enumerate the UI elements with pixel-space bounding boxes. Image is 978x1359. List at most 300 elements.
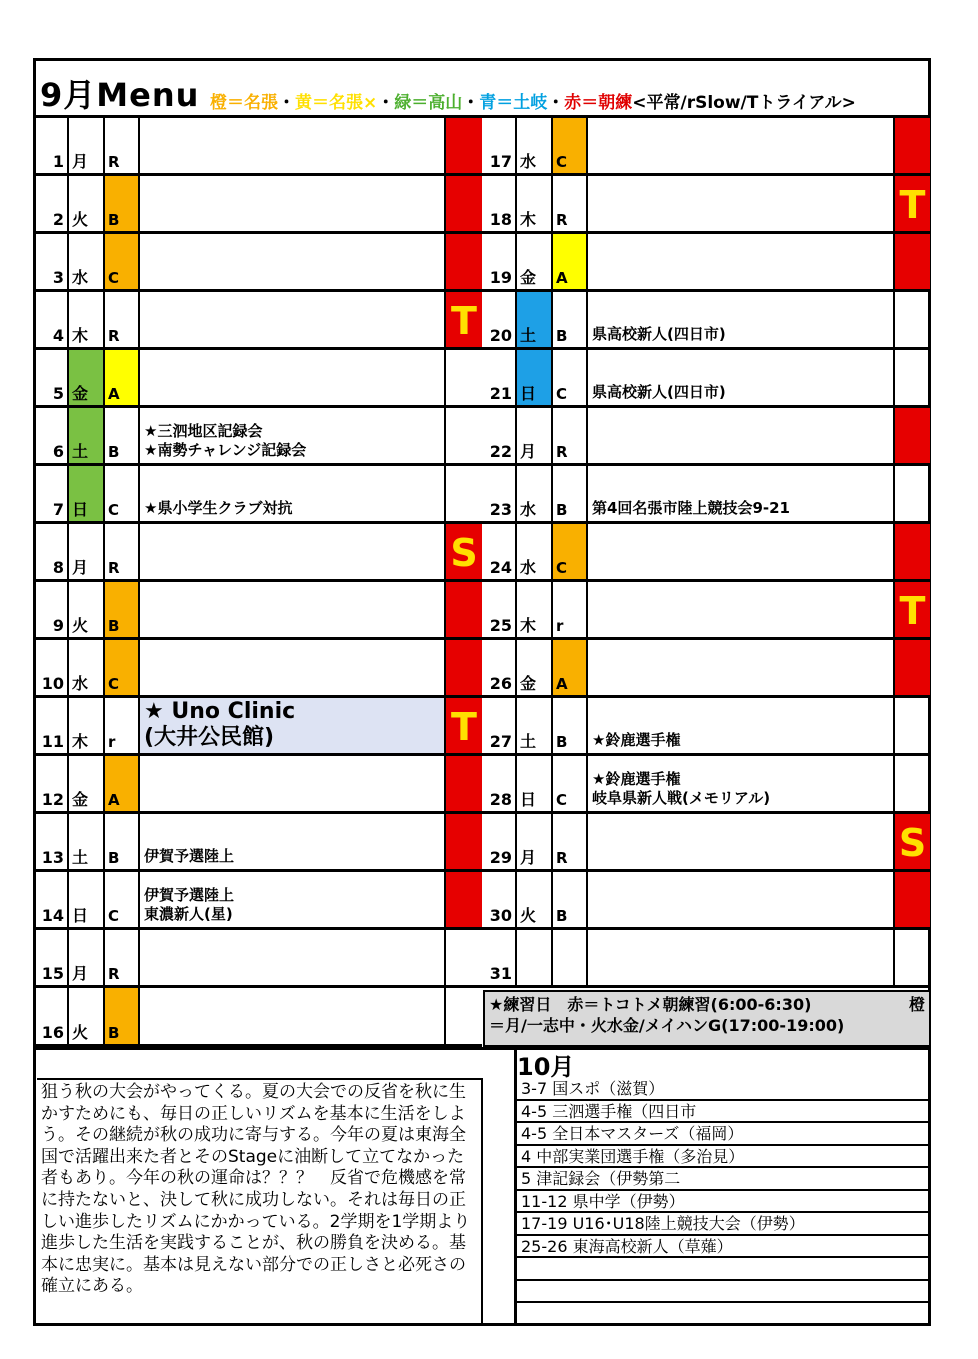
day-row — [36, 988, 482, 1047]
day-row — [36, 930, 482, 988]
day-of-week-text: 水 — [520, 558, 537, 577]
morning-practice-cell — [446, 582, 482, 637]
day-of-week — [517, 292, 553, 347]
day-of-week — [517, 872, 553, 927]
morning-practice-cell — [446, 872, 482, 927]
day-number — [482, 234, 517, 289]
event-cell — [140, 234, 446, 289]
legend-item: ・ — [462, 93, 480, 113]
event-line: ★鈴鹿選手権 — [592, 770, 681, 788]
training-code-text: B — [556, 733, 568, 751]
day-of-week-text: 木 — [72, 732, 89, 751]
training-code-text: R — [108, 153, 120, 171]
color-legend — [210, 88, 856, 113]
morning-practice-cell — [446, 350, 482, 405]
day-number — [36, 234, 69, 289]
event-line: ★鈴鹿選手権 — [592, 731, 681, 749]
morning-practice-cell — [895, 292, 930, 347]
day-of-week — [69, 234, 105, 289]
event-line: ★ Uno Clinic — [144, 699, 296, 724]
event-cell — [588, 524, 895, 579]
day-row — [36, 292, 482, 350]
day-of-week-text: 月 — [72, 964, 89, 983]
training-code — [105, 582, 140, 637]
day-of-week-text: 月 — [72, 558, 89, 577]
training-code-text: C — [108, 269, 120, 287]
training-code — [553, 118, 588, 173]
training-code — [105, 814, 140, 869]
training-code-text: C — [556, 385, 568, 403]
day-number — [482, 814, 517, 869]
training-code-text: R — [108, 965, 120, 983]
event-line: 県高校新人(四日市) — [592, 383, 726, 401]
day-of-week-text: 火 — [72, 210, 89, 229]
day-of-week-text: 金 — [72, 384, 89, 403]
day-number — [482, 408, 517, 463]
training-code — [105, 872, 140, 927]
day-of-week — [517, 408, 553, 463]
day-number-text: 10 — [41, 674, 64, 693]
day-number-text: 29 — [489, 848, 512, 867]
event-line: 伊賀予選陸上 — [144, 886, 235, 904]
day-of-week — [517, 234, 553, 289]
morning-practice-cell — [446, 524, 482, 579]
training-code — [105, 524, 140, 579]
day-number — [36, 872, 69, 927]
day-row — [36, 872, 482, 930]
event-line: ★県小学生クラブ対抗 — [144, 499, 293, 517]
event-line: (大井公民館) — [144, 725, 275, 750]
day-number-text: 14 — [41, 906, 64, 925]
day-row — [36, 234, 482, 292]
event-cell — [588, 756, 895, 811]
event-line: 岐阜県新人戦(メモリアル) — [592, 789, 771, 807]
event-cell — [588, 872, 895, 927]
day-of-week-text: 土 — [520, 326, 537, 345]
day-row — [482, 698, 931, 756]
day-of-week — [517, 350, 553, 405]
day-of-week-text: 金 — [520, 674, 537, 693]
day-number — [482, 466, 517, 521]
event-text — [144, 422, 306, 460]
day-of-week — [69, 698, 105, 753]
day-of-week-text: 金 — [520, 268, 537, 287]
october-item: 5 津記録会（伊勢第二 — [517, 1168, 931, 1191]
day-number — [482, 756, 517, 811]
october-item: 11-12 県中学（伊勢） — [517, 1191, 931, 1214]
day-number — [482, 118, 517, 173]
day-number-text: 27 — [489, 732, 512, 751]
training-code — [553, 582, 588, 637]
practice-mark: T — [451, 705, 477, 749]
training-code — [553, 872, 588, 927]
legend-item: ・ — [377, 93, 395, 113]
event-text — [144, 499, 292, 518]
day-number — [482, 930, 517, 985]
notes-line-1-right: 橙 — [908, 995, 925, 1014]
event-cell — [588, 408, 895, 463]
day-number-text: 11 — [41, 732, 64, 751]
day-number-text: 5 — [52, 384, 64, 403]
day-row — [36, 698, 482, 756]
day-row — [36, 176, 482, 234]
training-code — [553, 408, 588, 463]
training-code-text: R — [556, 211, 568, 229]
day-of-week — [517, 698, 553, 753]
legend-item: ・ — [278, 93, 295, 113]
day-of-week-text: 土 — [72, 442, 89, 461]
event-cell — [588, 292, 895, 347]
day-row — [36, 640, 482, 698]
training-code — [553, 930, 588, 985]
day-of-week — [517, 524, 553, 579]
training-code-text: B — [108, 617, 120, 635]
training-code — [553, 176, 588, 231]
day-number-text: 31 — [489, 964, 512, 983]
day-number-text: 13 — [41, 848, 64, 867]
training-code-text: B — [556, 327, 568, 345]
day-row — [482, 640, 931, 698]
practice-notes — [483, 990, 931, 1047]
training-code — [553, 814, 588, 869]
notes-line-1: ★練習日 赤＝トコトメ朝練習(6:00-6:30) — [489, 995, 812, 1014]
day-of-week-text: 日 — [72, 500, 89, 519]
day-row — [36, 756, 482, 814]
day-number — [36, 756, 69, 811]
morning-practice-cell — [895, 872, 930, 927]
coach-message: 狙う秋の大会がやってくる。夏の大会での反省を秋に生かすためにも、毎日の正しいリズムを基本に生活をしよう。その継続が秋の成功に寄与する。今年の夏は東海全国で活躍出来た者とそのStageに油断して立てなかった者もあり。今年の秋の運命は？？？ 反省で危機感を常に持たないと、決して秋に成功しない。それは毎日の正しい進歩したリズムにかかっている。2学期を1学期より進歩した生活を実践することが、秋の勝負を決める。基本に忠実に。基本は見えない部分での正しさと必死さの確立にある。 — [37, 1078, 483, 1298]
event-cell — [140, 582, 446, 637]
day-of-week — [69, 756, 105, 811]
training-code — [105, 640, 140, 695]
training-code-text: C — [108, 675, 120, 693]
training-code — [105, 930, 140, 985]
training-code — [553, 350, 588, 405]
day-row — [36, 350, 482, 408]
event-cell — [140, 814, 446, 869]
day-of-week — [517, 582, 553, 637]
legend-item: 青＝土岐 — [479, 93, 548, 113]
event-cell — [140, 118, 446, 173]
day-number-text: 22 — [489, 442, 512, 461]
event-line: ★南勢チャレンジ記録会 — [144, 441, 307, 459]
day-of-week — [69, 292, 105, 347]
morning-practice-cell — [895, 756, 930, 811]
event-cell — [588, 698, 895, 753]
day-of-week-text: 火 — [72, 616, 89, 635]
legend-item: ・ — [547, 93, 565, 113]
day-of-week-text: 金 — [72, 790, 89, 809]
day-number-text: 6 — [52, 442, 64, 461]
training-code — [553, 524, 588, 579]
october-item: 17-19 U16･U18陸上競技大会（伊勢） — [517, 1213, 931, 1236]
training-code — [105, 698, 140, 753]
training-code — [553, 698, 588, 753]
practice-mark: T — [451, 299, 477, 343]
training-code-text: r — [556, 617, 564, 635]
day-row — [482, 292, 931, 350]
day-number-text: 19 — [489, 268, 512, 287]
morning-practice-cell — [895, 176, 930, 231]
morning-practice-cell — [895, 234, 930, 289]
training-code — [105, 988, 140, 1044]
training-code — [105, 756, 140, 811]
day-number-text: 24 — [489, 558, 512, 577]
event-cell — [140, 640, 446, 695]
event-cell — [588, 466, 895, 521]
training-code-text: R — [556, 849, 568, 867]
morning-practice-cell — [895, 408, 930, 463]
day-number — [36, 466, 69, 521]
morning-practice-cell — [446, 118, 482, 173]
day-number-text: 28 — [489, 790, 512, 809]
training-code-text: r — [108, 733, 116, 751]
morning-practice-cell — [446, 756, 482, 811]
legend-item: <平常/rSlow/Tトライアル> — [632, 93, 856, 113]
practice-mark: T — [899, 183, 926, 227]
day-of-week-text: 日 — [520, 384, 537, 403]
morning-practice-cell — [446, 698, 482, 753]
day-of-week-text: 月 — [72, 152, 89, 171]
day-of-week-text: 水 — [520, 152, 537, 171]
october-item: 4 中部実業団選手権（多治見） — [517, 1146, 931, 1169]
day-number-text: 9 — [52, 616, 64, 635]
day-of-week-text: 水 — [72, 674, 89, 693]
training-code-text: A — [556, 269, 568, 287]
event-cell — [140, 698, 446, 753]
event-cell — [140, 930, 446, 985]
day-of-week-text: 土 — [520, 732, 537, 751]
day-of-week-text: 土 — [72, 848, 89, 867]
training-code — [553, 756, 588, 811]
training-code-text: C — [556, 791, 568, 809]
event-cell — [140, 292, 446, 347]
training-code-text: A — [108, 385, 120, 403]
day-number-text: 8 — [52, 558, 64, 577]
training-code — [105, 466, 140, 521]
day-row — [36, 118, 482, 176]
event-cell — [140, 756, 446, 811]
morning-practice-cell — [446, 408, 482, 463]
training-code-text: C — [556, 559, 568, 577]
day-of-week — [69, 988, 105, 1044]
event-line: 第4回名張市陸上競技会9-21 — [592, 499, 790, 517]
training-code-text: B — [108, 849, 120, 867]
day-of-week-text: 木 — [72, 326, 89, 345]
event-line: 県高校新人(四日市) — [592, 325, 726, 343]
training-code-text: B — [108, 1024, 120, 1042]
training-code-text: B — [556, 907, 568, 925]
legend-item: 緑＝高山 — [394, 93, 463, 113]
day-number-text: 16 — [41, 1023, 64, 1042]
notes-line-2: ＝月/一志中・火水金/メイハンG(17:00-19:00) — [489, 1016, 845, 1035]
day-row — [482, 408, 931, 466]
day-row — [36, 582, 482, 640]
day-of-week-text: 日 — [72, 906, 89, 925]
october-title: 10月 — [517, 1053, 575, 1081]
practice-mark: S — [450, 531, 478, 575]
morning-practice-cell — [895, 640, 930, 695]
october-item — [517, 1281, 931, 1304]
october-item — [517, 1258, 931, 1281]
event-cell — [588, 350, 895, 405]
day-number-text: 17 — [489, 152, 512, 171]
day-of-week-text: 水 — [72, 268, 89, 287]
day-number — [36, 930, 69, 985]
training-code-text: C — [556, 153, 568, 171]
day-row — [482, 582, 931, 640]
morning-practice-cell — [446, 988, 482, 1044]
training-code-text: C — [108, 501, 120, 519]
day-number-text: 3 — [52, 268, 64, 287]
day-number — [36, 814, 69, 869]
day-number — [482, 640, 517, 695]
day-number — [482, 176, 517, 231]
day-number — [482, 350, 517, 405]
training-code-text: B — [108, 211, 120, 229]
training-code — [553, 234, 588, 289]
day-number — [36, 582, 69, 637]
day-number-text: 25 — [489, 616, 512, 635]
day-number — [482, 872, 517, 927]
day-number-text: 26 — [489, 674, 512, 693]
training-code-text: B — [108, 443, 120, 461]
morning-practice-cell — [895, 118, 930, 173]
event-cell — [588, 176, 895, 231]
event-text — [592, 731, 680, 750]
day-of-week — [69, 524, 105, 579]
morning-practice-cell — [895, 814, 930, 869]
day-number-text: 30 — [489, 906, 512, 925]
morning-practice-cell — [895, 582, 930, 637]
event-line: 東濃新人(星) — [144, 905, 233, 923]
divider — [35, 1047, 931, 1050]
training-code-text: R — [108, 559, 120, 577]
day-of-week-text: 木 — [520, 210, 537, 229]
day-of-week — [69, 350, 105, 405]
day-row — [482, 814, 931, 872]
day-of-week-text: 木 — [520, 616, 537, 635]
training-code — [553, 292, 588, 347]
training-code-text: R — [556, 443, 568, 461]
event-cell — [588, 118, 895, 173]
event-cell — [588, 814, 895, 869]
day-row — [36, 466, 482, 524]
day-of-week-text: 火 — [72, 1023, 89, 1042]
practice-mark: S — [898, 821, 927, 865]
event-text — [592, 770, 770, 808]
day-of-week — [69, 466, 105, 521]
day-number — [36, 350, 69, 405]
day-row — [36, 524, 482, 582]
training-code-text: A — [108, 791, 120, 809]
day-number — [482, 698, 517, 753]
legend-item: 橙＝名張 — [210, 93, 278, 113]
day-of-week-text: 月 — [520, 442, 537, 461]
morning-practice-cell — [446, 466, 482, 521]
day-of-week — [69, 582, 105, 637]
event-cell — [140, 524, 446, 579]
morning-practice-cell — [446, 234, 482, 289]
day-row — [482, 234, 931, 292]
day-of-week — [517, 756, 553, 811]
day-of-week — [69, 408, 105, 463]
day-row — [482, 176, 931, 234]
training-code-text: B — [556, 501, 568, 519]
day-of-week — [69, 814, 105, 869]
event-cell — [588, 640, 895, 695]
event-cell — [140, 408, 446, 463]
event-cell — [588, 582, 895, 637]
october-item: 4-5 全日本マスターズ（福岡） — [517, 1123, 931, 1146]
morning-practice-cell — [446, 292, 482, 347]
day-of-week — [69, 872, 105, 927]
day-row — [482, 350, 931, 408]
day-of-week-text: 水 — [520, 500, 537, 519]
day-number — [36, 292, 69, 347]
training-code — [105, 292, 140, 347]
page-title: 9月Menu — [40, 76, 200, 114]
day-of-week-text: 火 — [520, 906, 537, 925]
training-code — [105, 350, 140, 405]
day-number — [36, 408, 69, 463]
day-number — [482, 524, 517, 579]
day-number-text: 4 — [52, 326, 64, 345]
day-number — [482, 292, 517, 347]
morning-practice-cell — [895, 524, 930, 579]
day-number-text: 7 — [52, 500, 64, 519]
day-number-text: 12 — [41, 790, 64, 809]
event-cell — [588, 234, 895, 289]
morning-practice-cell — [895, 350, 930, 405]
day-of-week — [69, 118, 105, 173]
morning-practice-cell — [446, 640, 482, 695]
day-of-week-text: 日 — [520, 790, 537, 809]
day-number — [36, 698, 69, 753]
event-cell — [140, 176, 446, 231]
event-text — [144, 699, 295, 751]
event-cell — [140, 350, 446, 405]
day-number-text: 23 — [489, 500, 512, 519]
training-code — [105, 176, 140, 231]
event-cell — [140, 872, 446, 927]
event-cell — [140, 466, 446, 521]
day-number-text: 15 — [41, 964, 64, 983]
day-row — [482, 872, 931, 930]
training-code — [105, 408, 140, 463]
day-number-text: 18 — [489, 210, 512, 229]
training-code-text: C — [108, 907, 120, 925]
day-number — [36, 118, 69, 173]
day-row — [482, 756, 931, 814]
training-code — [553, 640, 588, 695]
training-code — [553, 466, 588, 521]
legend-item: 黄＝名張× — [295, 93, 378, 113]
day-number-text: 20 — [489, 326, 512, 345]
event-cell — [588, 930, 895, 985]
morning-practice-cell — [895, 930, 930, 985]
day-of-week — [69, 640, 105, 695]
day-number — [36, 176, 69, 231]
day-number — [482, 582, 517, 637]
day-row — [482, 118, 931, 176]
legend-item: 赤＝朝練 — [564, 93, 633, 113]
training-code — [105, 234, 140, 289]
october-item: 3-7 国スポ（滋賀） — [517, 1078, 931, 1101]
day-row — [482, 466, 931, 524]
training-code — [105, 118, 140, 173]
october-item: 4-5 三泗選手権（四日市 — [517, 1101, 931, 1124]
